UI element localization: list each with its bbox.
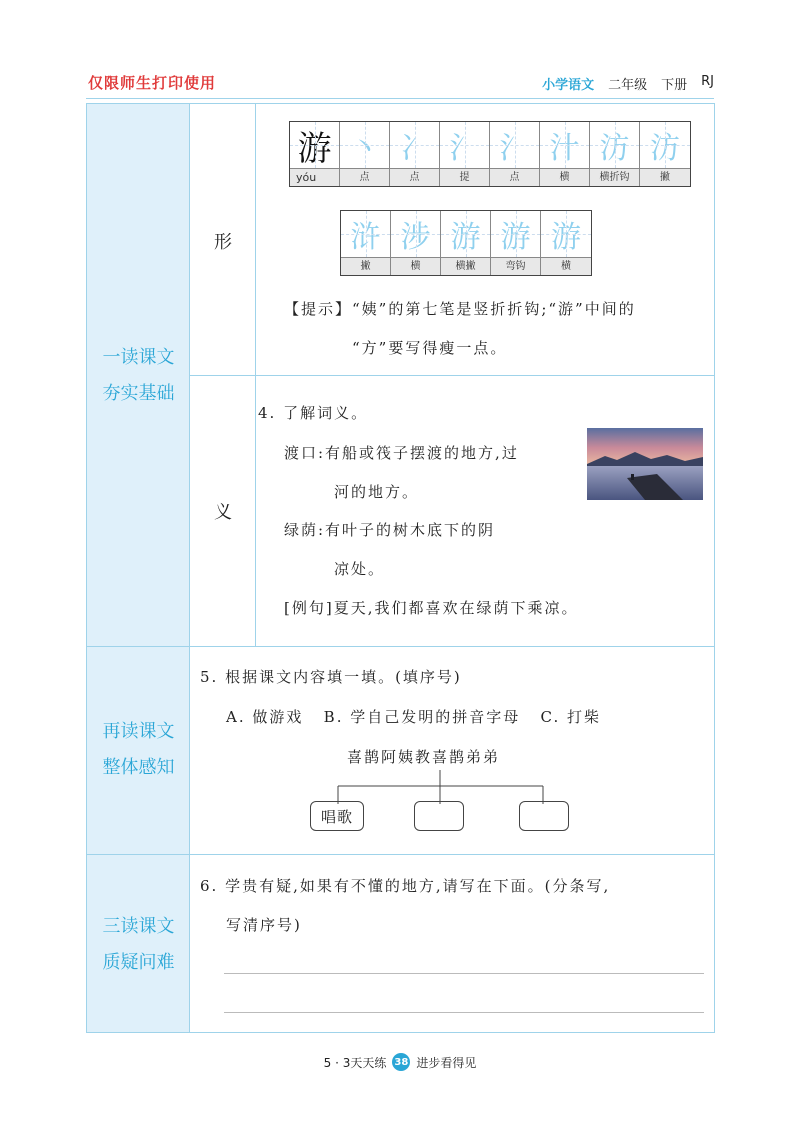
term-label: 下册 — [661, 78, 688, 93]
print-notice: 仅限师生打印使用 — [88, 74, 217, 92]
writing-line[interactable] — [224, 1012, 704, 1013]
stroke-cell: 浒 撇 — [341, 211, 391, 275]
main-character: 游 — [290, 122, 339, 169]
writing-line[interactable] — [224, 973, 704, 974]
section-1-label: 一读课文 夯实基础 — [102, 347, 175, 404]
q6-line-2: 写清序号) — [226, 916, 302, 934]
stroke-order-row-1 — [289, 121, 691, 187]
stroke-cell: 氵 点 — [490, 122, 540, 186]
grade-label: 二年级 — [608, 78, 648, 93]
stroke-order-row-2 — [340, 210, 592, 276]
row-divider — [190, 375, 714, 376]
stroke-cell: 冫 点 — [390, 122, 440, 186]
main-character-cell — [290, 122, 340, 186]
tip-line-2: “方”要写得瘦一点。 — [352, 339, 508, 357]
answer-box-2[interactable] — [414, 801, 464, 831]
subject-label: 小学语文 — [542, 78, 595, 93]
word-2-line-2: 凉处。 — [334, 560, 386, 578]
word-1-line-1: 渡口:有船或筏子摆渡的地方,过 — [284, 444, 519, 462]
q6-line-1: 6. 学贵有疑,如果有不懂的地方,请写在下面。(分条写, — [200, 877, 611, 895]
stroke-cell: 游 弯钩 — [491, 211, 541, 275]
section-column — [87, 104, 190, 1032]
ferry-photo — [587, 428, 703, 500]
section-2-label: 再读课文 整体感知 — [102, 721, 175, 778]
footer-brand: 5 · 3天天练 — [323, 1055, 387, 1070]
meaning-label: 义 — [214, 502, 232, 523]
row-divider — [87, 854, 714, 855]
stroke-cell: 氵 提 — [440, 122, 490, 186]
stroke-cell: 汸 横折钩 — [590, 122, 640, 186]
row-divider — [87, 646, 714, 647]
stroke-cell: 丶 点 — [340, 122, 390, 186]
footer-slogan: 进步看得见 — [416, 1055, 477, 1070]
word-2-line-1: 绿荫:有叶子的树木底下的阴 — [284, 521, 496, 539]
answer-box-3[interactable] — [519, 801, 569, 831]
pinyin: yóu — [290, 169, 339, 186]
stroke-cell: 汁 横 — [540, 122, 590, 186]
q5-root: 喜鹊阿姨教喜鹊弟弟 — [347, 748, 501, 766]
word-1-line-2: 河的地方。 — [334, 483, 420, 501]
section-3-label: 三读课文 质疑问难 — [102, 916, 175, 973]
q5-title: 5. 根据课文内容填一填。(填序号) — [200, 668, 462, 686]
page-footer — [0, 1053, 800, 1071]
example-sentence: [例句]夏天,我们都喜欢在绿荫下乘凉。 — [284, 599, 579, 617]
tree-connectors — [300, 768, 580, 804]
form-label: 形 — [214, 232, 232, 253]
stroke-cell: 汸 撇 — [640, 122, 690, 186]
q4-title: 4. 了解词义。 — [258, 404, 369, 422]
stroke-cell: 游 横撇 — [441, 211, 491, 275]
header-divider — [86, 98, 714, 99]
page-number: 38 — [392, 1053, 410, 1071]
stroke-cell: 涉 横 — [391, 211, 441, 275]
edition-label: RJ — [701, 74, 714, 89]
tip-line-1: 【提示】“姨”的第七笔是竖折折钩;“游”中间的 — [284, 300, 636, 318]
answer-box-1: 唱歌 — [310, 801, 364, 831]
book-info — [542, 74, 714, 93]
col-divider — [255, 104, 256, 646]
q5-options: A. 做游戏 B. 学自己发明的拼音字母 C. 打柴 — [226, 708, 602, 726]
stroke-cell: 游 横 — [541, 211, 591, 275]
